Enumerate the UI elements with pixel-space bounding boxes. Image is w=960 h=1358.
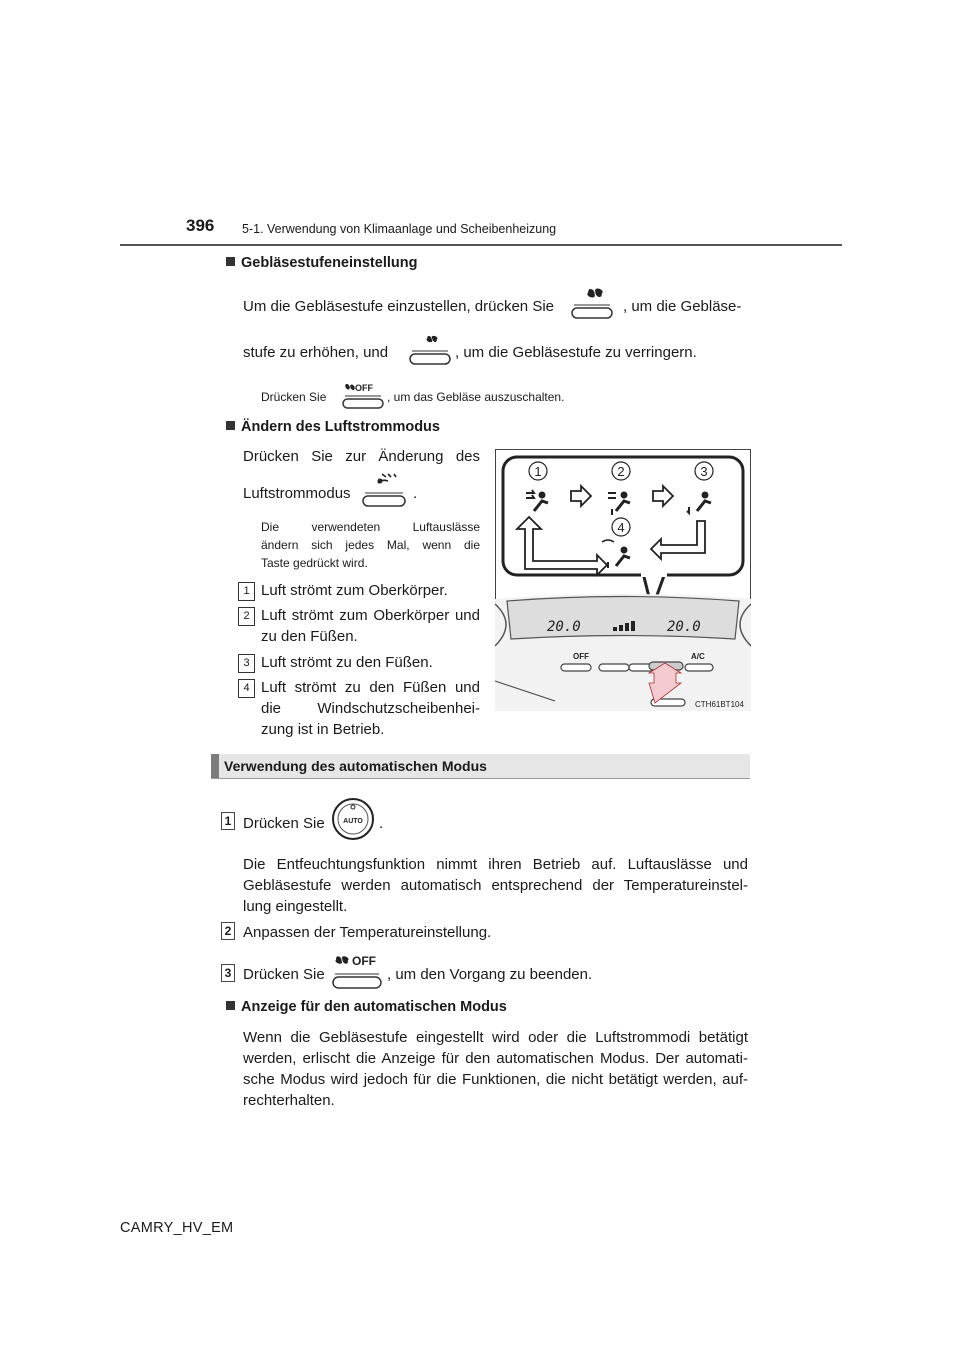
airflow-line2: Luftstrommodus xyxy=(243,485,351,502)
indicator-heading: Anzeige für den automatischen Modus xyxy=(226,999,507,1015)
list-item-2b: zu den Füßen. xyxy=(261,628,358,645)
fan-off-note-post: , um das Gebläse auszuschalten. xyxy=(387,390,565,404)
square-bullet-icon xyxy=(226,257,235,266)
panel-ac-label: A/C xyxy=(691,652,705,661)
airflow-line1: Drücken Sie zur Änderung des xyxy=(243,448,480,465)
list-number-2: 2 xyxy=(238,607,255,626)
auto-button-icon xyxy=(331,797,375,841)
svg-text:OFF: OFF xyxy=(355,383,373,393)
callout-2: 2 xyxy=(617,464,625,479)
fan-speed-heading: Gebläsestufeneinstellung xyxy=(226,255,417,271)
step1-period: . xyxy=(379,815,384,832)
panel-off-label: OFF xyxy=(573,652,589,661)
fan-off-button-icon xyxy=(341,381,385,411)
list-item-3: Luft strömt zu den Füßen. xyxy=(261,654,433,671)
fan-speed-line1-post: , um die Gebläse- xyxy=(623,298,742,315)
step-number-3: 3 xyxy=(221,964,235,982)
step-number-1: 1 xyxy=(221,812,235,830)
callout-4: 4 xyxy=(617,520,625,535)
fan-off-button-icon-large xyxy=(330,952,384,990)
indicator-text-1: Wenn die Gebläsestufe eingestellt wird oder die Luftstrommodi betätigt xyxy=(243,1029,748,1046)
callout-3: 3 xyxy=(700,464,708,479)
step2-text: Anpassen der Temperatureinstellung. xyxy=(243,924,492,941)
step1-desc-3: lung eingestellt. xyxy=(243,898,348,915)
temp-left-display: 20.0 xyxy=(547,619,581,635)
step1-desc-2: Gebläsestufe werden automatisch entsprechend der Temperatureinstel- xyxy=(243,877,748,894)
square-bullet-icon xyxy=(226,1001,235,1010)
list-item-4a: Luft strömt zu den Füßen und xyxy=(261,679,480,696)
list-item-2a: Luft strömt zum Oberkörper und xyxy=(261,607,480,624)
list-number-3: 3 xyxy=(238,654,255,673)
fan-speed-line2-post: , um die Gebläsestufe zu verringern. xyxy=(455,344,697,361)
step3-post: , um den Vorgang zu beenden. xyxy=(387,966,593,983)
section-title: Verwendung des automatischen Modus xyxy=(224,758,487,774)
step3-text: Drücken Sie xyxy=(243,966,325,983)
step1-text: Drücken Sie xyxy=(243,815,325,832)
list-item-1: Luft strömt zum Oberkörper. xyxy=(261,582,448,599)
step1-desc-1: Die Entfeuchtungsfunktion nimmt ihren Betrieb auf. Luftauslässe und xyxy=(243,856,748,873)
chapter-title: 5-1. Verwendung von Klimaanlage und Scheibenheizung xyxy=(242,222,557,236)
auto-label: AUTO xyxy=(343,818,363,825)
square-bullet-icon xyxy=(226,421,235,430)
indicator-text-4: rechterhalten. xyxy=(243,1092,335,1109)
footer-model: CAMRY_HV_EM xyxy=(120,1220,234,1236)
page-number: 396 xyxy=(186,216,215,235)
airflow-mode-button-icon xyxy=(360,469,408,509)
airflow-line2-post: . xyxy=(413,485,418,502)
climate-panel-figure xyxy=(495,449,751,711)
temp-right-display: 20.0 xyxy=(667,619,701,635)
fan-off-note: Drücken Sie xyxy=(261,390,327,404)
figure-code: CTH61BT104 xyxy=(695,700,744,709)
section-rule xyxy=(211,778,750,779)
svg-text:OFF: OFF xyxy=(352,954,376,968)
airflow-note-2: ändern sich jedes Mal, wenn die xyxy=(261,538,480,552)
step-number-2: 2 xyxy=(221,922,235,940)
fan-speed-line2: stufe zu erhöhen, und xyxy=(243,344,389,361)
airflow-heading: Ändern des Luftstrommodus xyxy=(226,419,440,435)
indicator-text-3: sche Modus wird jedoch für die Funktionen, die nicht betätigt werden, auf- xyxy=(243,1071,748,1088)
airflow-note-3: Taste gedrückt wird. xyxy=(261,556,368,570)
list-item-4c: zung ist in Betrieb. xyxy=(261,721,385,738)
fan-up-button-icon xyxy=(570,285,614,321)
indicator-text-2: werden, erlischt die Anzeige für den automatischen Modus. Der automati- xyxy=(243,1050,748,1067)
airflow-note-1: Die verwendeten Luftauslässe xyxy=(261,520,480,534)
header-rule xyxy=(120,244,842,246)
callout-1: 1 xyxy=(534,464,542,479)
fan-speed-line1: Um die Gebläsestufe einzustellen, drücken Sie xyxy=(243,298,555,315)
list-item-4b: die Windschutzscheibenhei- xyxy=(261,700,480,717)
fan-down-button-icon xyxy=(408,331,452,367)
list-number-4: 4 xyxy=(238,679,255,698)
list-number-1: 1 xyxy=(238,582,255,601)
